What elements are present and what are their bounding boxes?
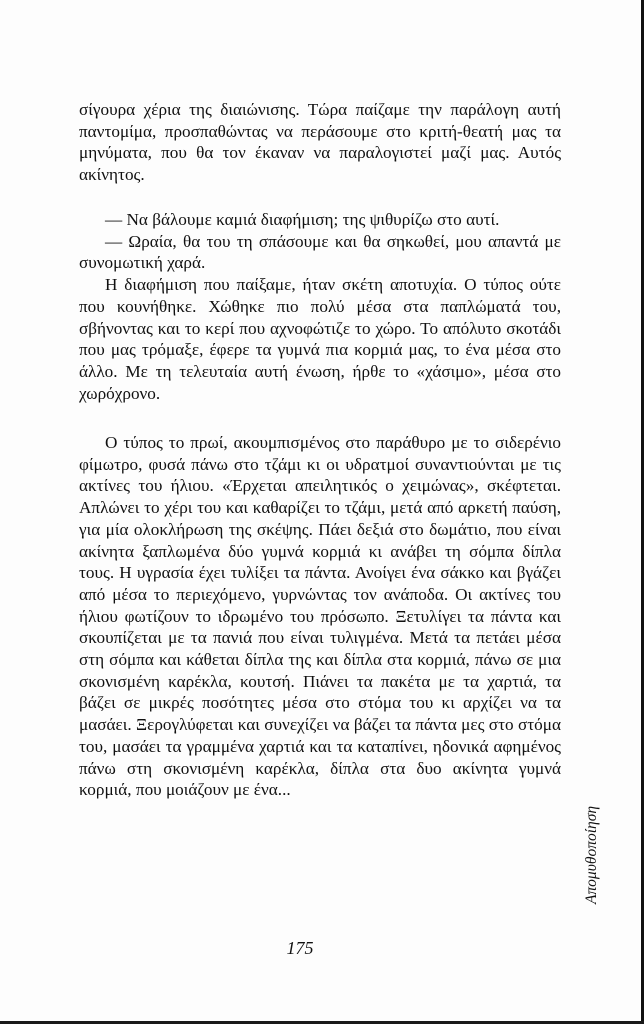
paragraph-advertisement: Η διαφήμιση που παίξαμε, ήταν σκέτη αποτυχία. Ο τύπος ούτε που κουνήθηκε. Χώθηκε πιο πολύ μέσα στα παπλώματά του, σβήνοντας και το κερί που αχνοφώτιζε το χώρο. Το απόλυτο σκοτάδι που μας τρόμαξε, έφερε τα γυμνά πια κορμιά μας, το ένα μέσα στο άλλο. Με τη τελευταία αυτή ένωση, ήρθε το «χάσιμο», μέσα στο χωρόχρονο.	[79, 275, 561, 403]
text-block-opening	[79, 99, 561, 186]
dialogue-line-2: — Ωραία, θα του τη σπάσουμε και θα σηκωθεί, μου απαντά με συνομωτική χαρά.	[79, 231, 561, 273]
running-head-title: Απομυθοποίηση	[583, 805, 600, 905]
text-block-main	[79, 432, 561, 801]
page-number: 175	[286, 938, 314, 958]
paragraph-morning: Ο τύπος το πρωί, ακουμπισμένος στο παράθυρο με το σιδερένιο φίμωτρο, φυσά πάνω στο τζάμι κι οι υδρατμοί συναντιούνται με τις ακτίνες του ήλιου. «Έρχεται απειλητικός ο χειμώνας», σκέφτεται. Απλώνει το χέρι του και καθαρίζει το τζάμι, μετά από αρκετή παύση, για μία ολοκλήρωση της σκέψης. Πάει δεξιά στο δωμάτιο, που είναι ακίνητα ξαπλωμένα δύο γυμνά κορμιά κι ανάβει τη σόμπα δίπλα τους. Η υγρασία έχει τυλίξει τα πάντα. Ανοίγει ένα σάκκο και βγάζει από μέσα το περιεχόμενο, γυρνώντας τον ανάποδα. Οι ακτίνες του ήλιου φωτίζουν το ιδρωμένο του πρόσωπο. Ξετυλίγει τα πάντα και σκουπίζεται με τα πανιά που είναι τυλιγμένα. Μετά τα πετάει μέσα στη σόμπα και κάθεται δίπλα της και δίπλα στα κορμιά, πάνω σε μια σκονισμένη καρέκλα, κουτσή. Πιάνει τα πακέτα με τα χαρτιά, τα βάζει σε μικρές ποσότητες μέσα στο στόμα του κι αρχίζει να τα μασάει. Ξερογλύφεται και συνεχίζει να βάζει τα πάντα μες στο στόμα του, μασάει τα γραμμένα χαρτιά και τα καταπίνει, ηδονικά αφημένος πάνω στη σκονισμένη καρέκλα, δίπλα στα δυο ακίνητα γυμνά κορμιά, που μοιάζουν με ένα...	[79, 433, 561, 800]
text-block-dialogue	[79, 209, 561, 404]
running-head-container	[582, 790, 602, 920]
dialogue-line-1: — Να βάλουμε καμιά διαφήμιση; της ψιθυρίζω στο αυτί.	[105, 210, 500, 229]
paragraph-opening: σίγουρα χέρια της διαιώνισης. Τώρα παίζαμε την παράλογη αυτή παντομίμα, προσπαθώντας να περάσουμε στο κριτή-θεατή μας τα μηνύματα, που θα τον έκαναν να παραλογιστεί μαζί μας. Αυτός ακίνητος.	[79, 100, 561, 185]
